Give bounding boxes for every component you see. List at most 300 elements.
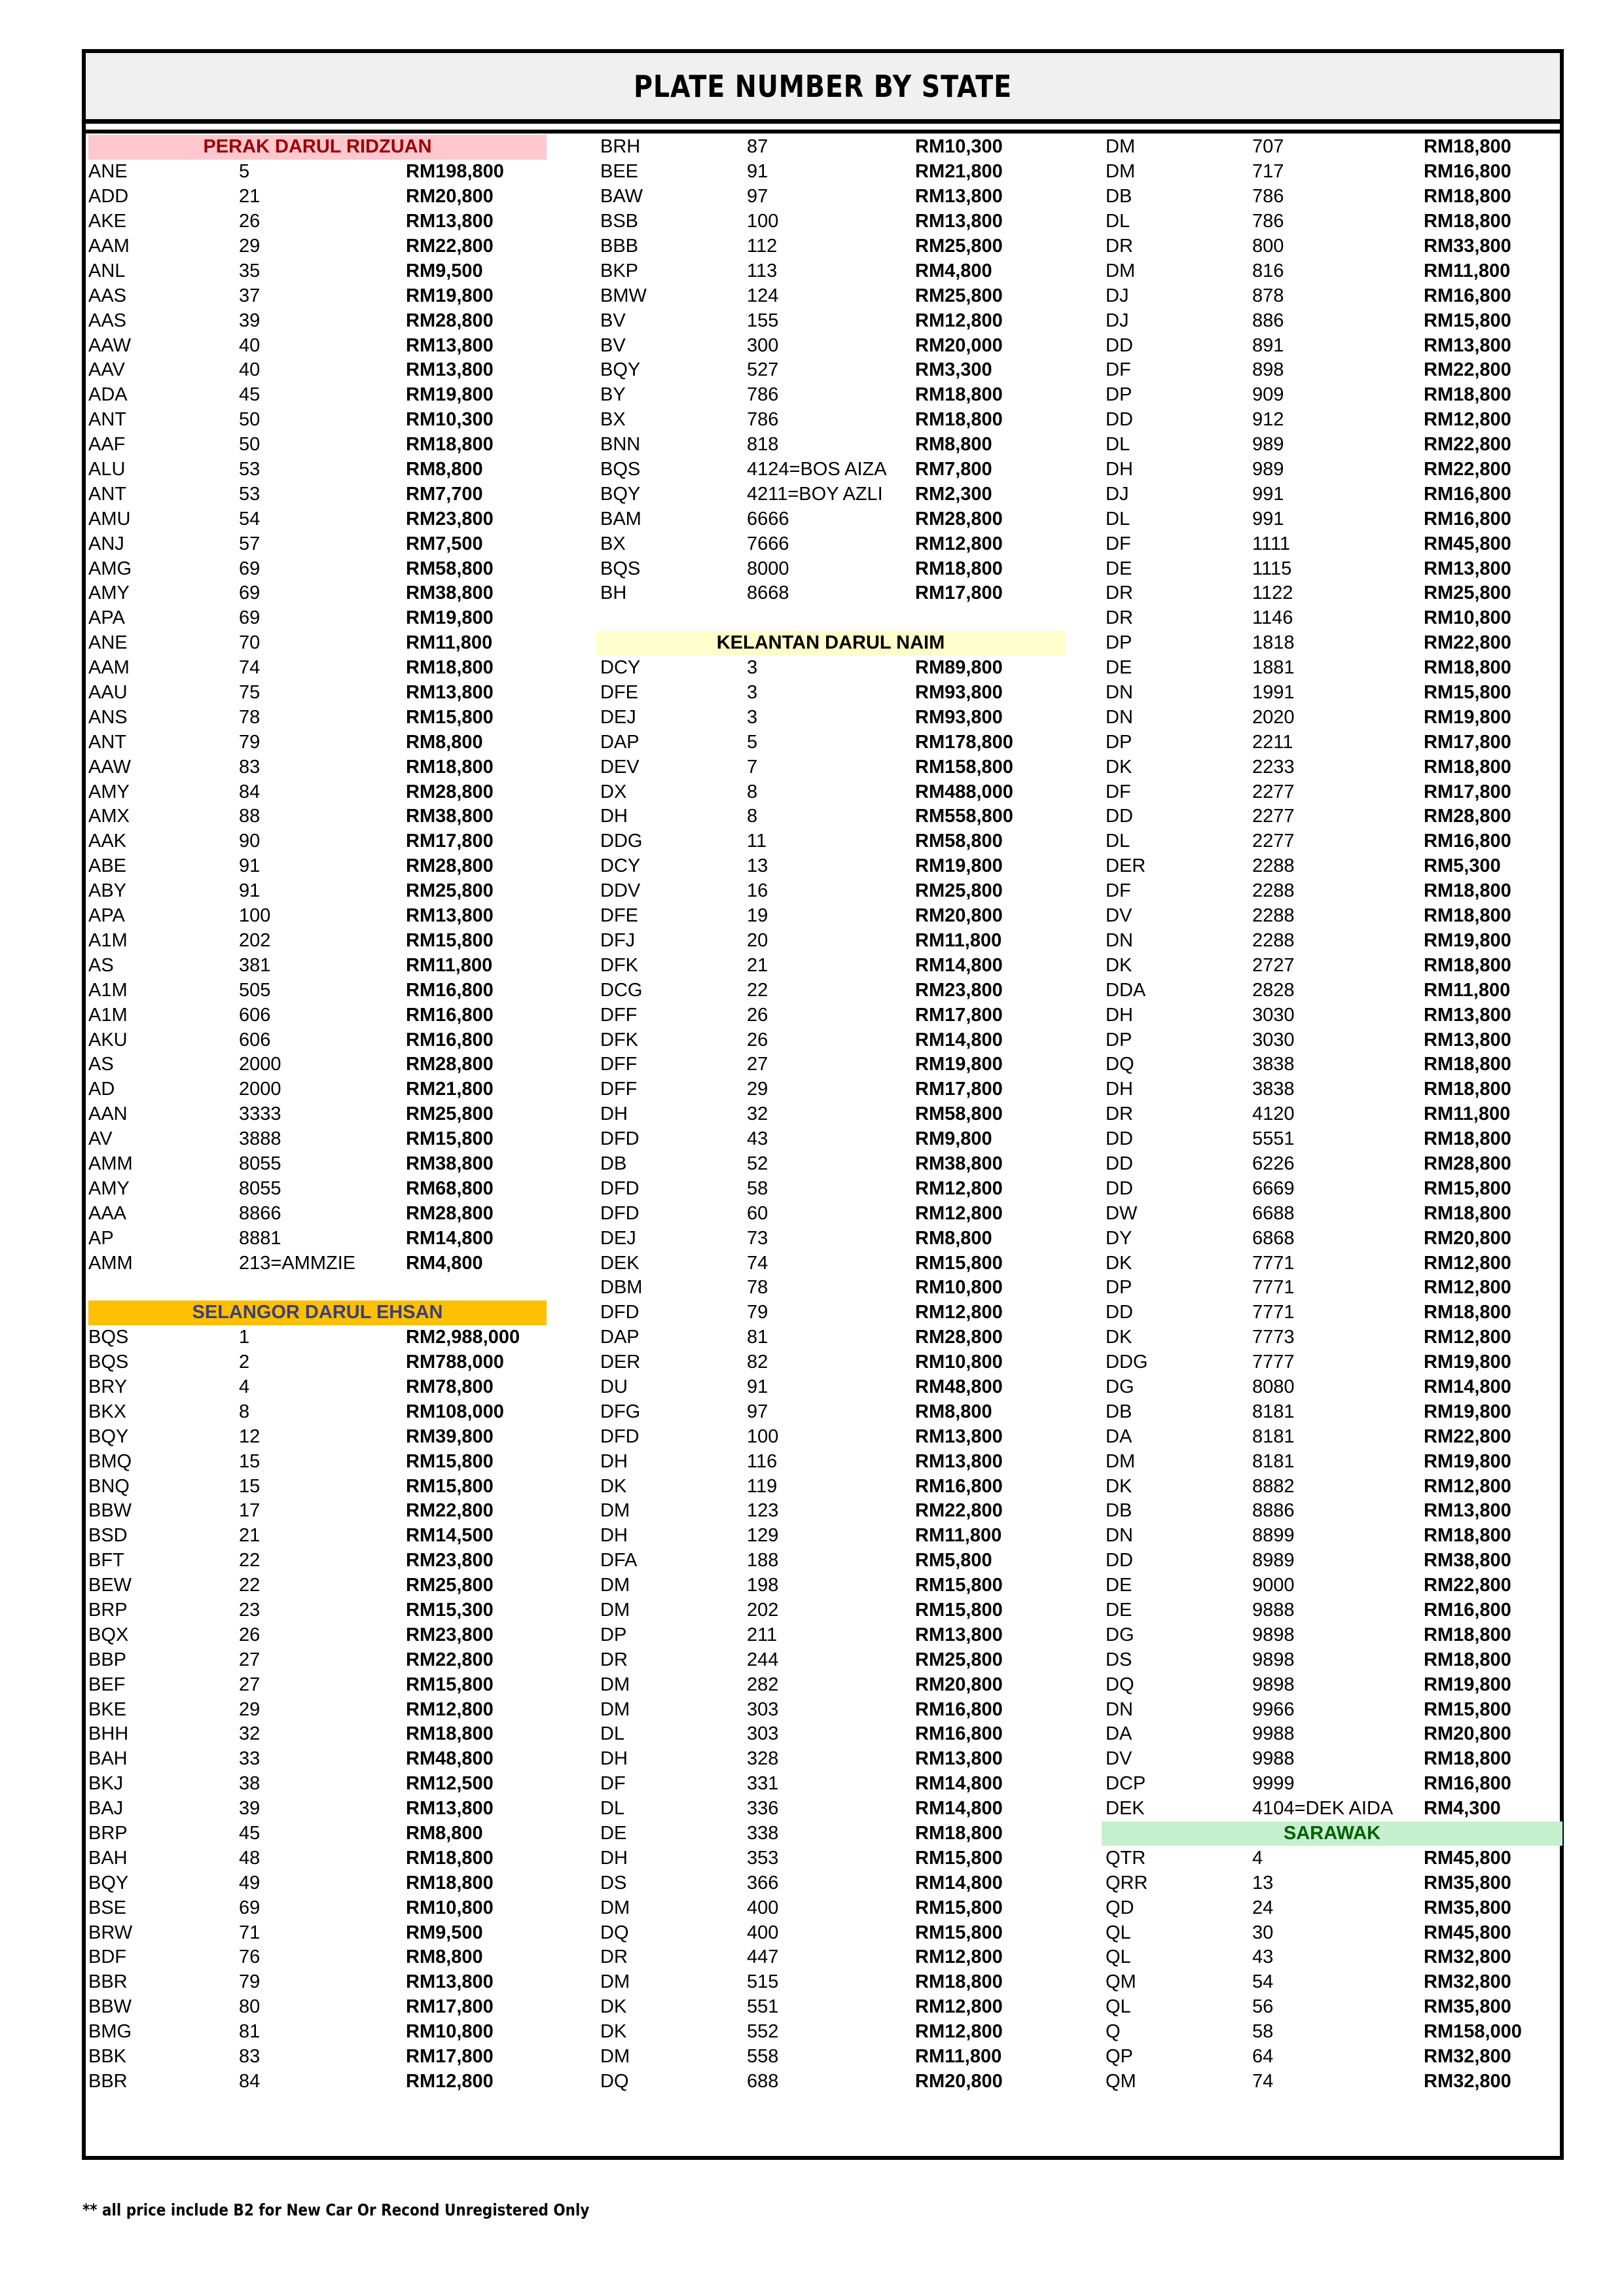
plate-prefix: DN [1106, 1525, 1133, 1547]
plate-number: 32 [239, 1723, 261, 1745]
plate-price: RM158,800 [915, 756, 1013, 778]
plate-row [88, 681, 547, 706]
plate-prefix: BEE [600, 161, 639, 183]
plate-price: RM15,800 [406, 929, 494, 951]
plate-price: RM23,800 [406, 508, 494, 529]
plate-row [1102, 1276, 1562, 1300]
plate-row [1102, 1672, 1562, 1697]
plate-row [1102, 1623, 1562, 1647]
plate-price: RM38,800 [406, 583, 494, 604]
plate-row [1102, 1697, 1562, 1722]
plate-number: 2277 [1252, 831, 1295, 852]
plate-row [596, 1821, 1065, 1846]
plate-prefix: DFD [600, 1177, 640, 1199]
plate-number: 505 [239, 979, 271, 1001]
plate-price: RM23,800 [406, 1550, 494, 1571]
plate-prefix: DL [1106, 508, 1130, 529]
plate-number: 2288 [1252, 855, 1295, 877]
plate-prefix: DAP [600, 731, 640, 753]
plate-price: RM22,800 [915, 1500, 1003, 1522]
plate-prefix: BSE [88, 1897, 127, 1918]
plate-prefix: BBW [88, 1996, 132, 2018]
plate-row [88, 283, 547, 308]
plate-row [1102, 854, 1562, 879]
plate-number: 331 [747, 1773, 779, 1795]
plate-row [1102, 1549, 1562, 1573]
plate-row [596, 1176, 1065, 1201]
plate-price: RM28,800 [406, 1054, 494, 1075]
plate-prefix: ANT [88, 409, 126, 431]
plate-row [1102, 1127, 1562, 1152]
plate-row [596, 1251, 1065, 1276]
plate-row [596, 1003, 1065, 1028]
plate-row [1102, 1995, 1562, 2020]
plate-price: RM16,800 [406, 1004, 494, 1026]
plate-number: 24 [1252, 1897, 1274, 1918]
plate-row [88, 1375, 547, 1400]
plate-row [88, 1499, 547, 1524]
plate-prefix: DM [600, 1897, 630, 1918]
plate-price: RM15,800 [406, 1475, 494, 1497]
plate-price: RM25,800 [406, 880, 494, 902]
plate-row [596, 1152, 1065, 1177]
plate-price: RM19,800 [915, 855, 1003, 877]
plate-number: 381 [239, 954, 271, 976]
plate-row [88, 1623, 547, 1647]
plate-price: RM4,300 [1424, 1798, 1501, 1820]
plate-prefix: DH [600, 1103, 628, 1125]
plate-price: RM15,800 [1424, 682, 1511, 704]
plate-number: 113 [747, 260, 778, 281]
footer-note: ** all price include B2 for New Car Or Recond Unregistered Only [82, 2200, 590, 2219]
plate-number: 52 [747, 1153, 768, 1174]
plate-row [88, 1945, 547, 1970]
plate-price: RM4,800 [406, 1252, 483, 1274]
plate-number: 56 [1252, 1996, 1274, 2018]
plate-price: RM13,800 [915, 1426, 1003, 1447]
plate-price: RM12,800 [406, 2070, 494, 2092]
plate-prefix: Q [1106, 2021, 1121, 2043]
plate-prefix: DR [600, 1946, 628, 1968]
plate-row [1102, 1375, 1562, 1400]
plate-price: RM25,800 [406, 1575, 494, 1596]
plate-prefix: AAW [88, 756, 131, 778]
plate-price: RM13,800 [915, 186, 1003, 207]
plate-price: RM11,800 [1424, 1103, 1511, 1125]
plate-table [86, 135, 1560, 2156]
plate-row [88, 234, 547, 259]
plate-row [88, 1697, 547, 1722]
plate-price: RM13,800 [1424, 1004, 1511, 1026]
plate-price: RM15,800 [1424, 1177, 1511, 1199]
plate-prefix: DP [1106, 1277, 1132, 1299]
plate-row [88, 879, 547, 904]
plate-number: 27 [239, 1674, 261, 1695]
plate-number: 6868 [1252, 1227, 1295, 1249]
plate-prefix: BMW [600, 285, 647, 306]
plate-row [1102, 1399, 1562, 1424]
plate-number: 119 [747, 1475, 778, 1497]
plate-prefix: AMY [88, 781, 130, 802]
plate-number: 79 [747, 1302, 768, 1323]
plate-row [596, 1028, 1065, 1052]
plate-price: RM16,800 [1424, 161, 1511, 183]
plate-prefix: BY [600, 384, 626, 406]
plate-number: 81 [747, 1327, 768, 1348]
plate-number: 91 [747, 1376, 768, 1397]
plate-prefix: DFF [600, 1054, 638, 1075]
plate-number: 7666 [747, 533, 789, 554]
plate-number: 3 [747, 706, 758, 728]
plate-number: 9988 [1252, 1723, 1295, 1745]
plate-price: RM21,800 [406, 1079, 494, 1100]
plate-prefix: DFK [600, 1029, 638, 1050]
plate-number: 29 [747, 1079, 768, 1100]
plate-prefix: ALU [88, 459, 126, 480]
plate-row [1102, 606, 1562, 631]
plate-number: 3 [747, 682, 758, 704]
plate-number: 786 [747, 384, 779, 406]
plate-number: 244 [747, 1649, 779, 1670]
plate-prefix: BRY [88, 1376, 128, 1397]
plate-number: 81 [239, 2021, 261, 2043]
plate-row [1102, 730, 1562, 755]
plate-price: RM8,800 [915, 1401, 992, 1422]
plate-price: RM28,800 [406, 1202, 494, 1224]
state-header-kelantan: KELANTAN DARUL NAIM [596, 631, 1065, 656]
plate-prefix: APA [88, 905, 125, 927]
plate-prefix: DER [600, 1352, 641, 1373]
plate-prefix: DF [1106, 781, 1131, 802]
plate-number: 83 [239, 756, 261, 778]
plate-row [88, 1895, 547, 1920]
plate-number: 90 [239, 831, 261, 852]
plate-prefix: DP [600, 1624, 627, 1645]
plate-row [596, 730, 1065, 755]
plate-price: RM38,800 [406, 806, 494, 827]
plate-number: 39 [239, 1798, 261, 1820]
plate-number: 7771 [1252, 1277, 1295, 1299]
plate-number: 213=AMMZIE [239, 1252, 356, 1274]
plate-number: 9888 [1252, 1599, 1295, 1621]
plate-price: RM45,800 [1424, 1922, 1511, 1943]
plate-row [1102, 383, 1562, 408]
plate-number: 891 [1252, 334, 1284, 356]
plate-price: RM18,800 [406, 657, 494, 679]
plate-price: RM488,000 [915, 781, 1013, 802]
plate-price: RM20,800 [915, 1674, 1003, 1695]
spacer-row [596, 606, 1065, 631]
plate-row [596, 1499, 1065, 1524]
plate-number: 8899 [1252, 1525, 1295, 1547]
plate-prefix: DE [1106, 657, 1132, 679]
plate-number: 300 [747, 334, 779, 356]
plate-price: RM12,800 [915, 1202, 1003, 1224]
plate-number: 26 [747, 1029, 768, 1050]
plate-price: RM15,800 [915, 1575, 1003, 1596]
plate-row [88, 978, 547, 1003]
plate-number: 527 [747, 359, 779, 381]
plate-row [596, 1449, 1065, 1474]
plate-number: 1881 [1252, 657, 1295, 679]
plate-number: 82 [747, 1352, 768, 1373]
plate-number: 4211=BOY AZLI [747, 483, 883, 505]
plate-row [596, 929, 1065, 954]
plate-number: 328 [747, 1748, 779, 1770]
plate-row [88, 433, 547, 457]
plate-price: RM16,800 [915, 1475, 1003, 1497]
plate-price: RM8,800 [406, 1946, 483, 1968]
plate-row [88, 531, 547, 556]
plate-prefix: AAV [88, 359, 125, 381]
plate-prefix: BAM [600, 508, 641, 529]
plate-price: RM38,800 [406, 1153, 494, 1174]
plate-number: 84 [239, 781, 261, 802]
plate-row [88, 631, 547, 656]
plate-row [596, 160, 1065, 185]
plate-number: 8181 [1252, 1426, 1295, 1447]
plate-prefix: DP [1106, 731, 1132, 753]
plate-number: 29 [239, 236, 261, 257]
plate-price: RM18,800 [1424, 1128, 1511, 1150]
plate-prefix: DP [1106, 384, 1132, 406]
plate-row [596, 1201, 1065, 1226]
plate-prefix: AP [88, 1227, 114, 1249]
plate-number: 8080 [1252, 1376, 1295, 1397]
plate-number: 78 [747, 1277, 768, 1299]
plate-number: 5 [239, 161, 250, 183]
plate-row [88, 1201, 547, 1226]
plate-price: RM15,800 [406, 706, 494, 728]
plate-row [596, 705, 1065, 730]
plate-row [1102, 1970, 1562, 1995]
plate-number: 800 [1252, 236, 1284, 257]
plate-number: 15 [239, 1450, 261, 1472]
plate-price: RM23,800 [406, 1624, 494, 1645]
plate-prefix: AMG [88, 558, 132, 579]
plate-prefix: DM [600, 2046, 630, 2068]
plate-row [88, 333, 547, 358]
plate-row [88, 1102, 547, 1127]
plate-row [1102, 1152, 1562, 1177]
plate-price: RM18,800 [1424, 756, 1511, 778]
plate-price: RM48,800 [915, 1376, 1003, 1397]
plate-number: 69 [239, 1897, 261, 1918]
plate-prefix: DFD [600, 1202, 640, 1224]
plate-number: 100 [747, 211, 779, 232]
plate-price: RM18,800 [406, 1723, 494, 1745]
plate-row [596, 358, 1065, 383]
plate-number: 74 [239, 657, 261, 679]
plate-prefix: DH [1106, 1004, 1133, 1026]
plate-prefix: BX [600, 533, 626, 554]
plate-prefix: DK [1106, 1252, 1132, 1274]
plate-prefix: AMU [88, 508, 131, 529]
plate-price: RM25,800 [915, 1649, 1003, 1670]
plate-row [88, 606, 547, 631]
plate-price: RM20,800 [915, 905, 1003, 927]
plate-number: 53 [239, 483, 261, 505]
plate-number: 2211 [1252, 731, 1293, 753]
plate-price: RM13,800 [1424, 1500, 1511, 1522]
plate-number: 123 [747, 1500, 779, 1522]
plate-prefix: BAH [88, 1847, 128, 1869]
plate-prefix: DFD [600, 1426, 640, 1447]
plate-prefix: A1M [88, 979, 128, 1001]
plate-price: RM17,800 [915, 1079, 1003, 1100]
plate-row [596, 1102, 1065, 1127]
plate-price: RM14,800 [915, 1798, 1003, 1820]
plate-prefix: DF [1106, 880, 1131, 902]
plate-row [88, 308, 547, 333]
plate-prefix: DH [1106, 1079, 1133, 1100]
plate-row [1102, 507, 1562, 531]
plate-number: 129 [747, 1525, 779, 1547]
plate-price: RM16,800 [915, 1698, 1003, 1720]
plate-prefix: ADA [88, 384, 128, 406]
plate-number: 717 [1252, 161, 1284, 183]
plate-price: RM788,000 [406, 1352, 504, 1373]
plate-number: 13 [1252, 1872, 1274, 1893]
plate-number: 8886 [1252, 1500, 1295, 1522]
plate-prefix: DK [1106, 1327, 1132, 1348]
plate-prefix: BQY [600, 359, 641, 381]
plate-prefix: DDG [1106, 1352, 1148, 1373]
plate-price: RM11,800 [915, 1525, 1002, 1547]
plate-number: 43 [747, 1128, 768, 1150]
plate-number: 40 [239, 334, 261, 356]
plate-price: RM18,800 [1424, 1054, 1511, 1075]
plate-prefix: BKE [88, 1698, 127, 1720]
plate-price: RM15,800 [915, 1922, 1003, 1943]
plate-prefix: DQ [1106, 1674, 1134, 1695]
plate-prefix: DD [1106, 1177, 1133, 1199]
plate-number: 8882 [1252, 1475, 1295, 1497]
plate-row [596, 507, 1065, 531]
plate-row [1102, 1797, 1562, 1821]
plate-row [596, 1226, 1065, 1251]
plate-price: RM18,800 [1424, 136, 1511, 158]
plate-number: 816 [1252, 260, 1284, 281]
plate-number: 83 [239, 2046, 261, 2068]
plate-price: RM9,800 [915, 1128, 992, 1150]
plate-number: 73 [747, 1227, 768, 1249]
plate-price: RM8,800 [406, 1823, 483, 1844]
plate-price: RM22,800 [1424, 359, 1511, 381]
plate-number: 9988 [1252, 1748, 1295, 1770]
plate-prefix: DQ [1106, 1054, 1134, 1075]
plate-number: 15 [239, 1475, 261, 1497]
plate-number: 53 [239, 459, 261, 480]
plate-number: 991 [1252, 483, 1284, 505]
plate-row [596, 1325, 1065, 1350]
plate-number: 2288 [1252, 880, 1295, 902]
plate-number: 79 [239, 731, 261, 753]
plate-number: 336 [747, 1798, 779, 1820]
plate-prefix: BKX [88, 1401, 127, 1422]
plate-price: RM28,800 [915, 508, 1003, 529]
plate-number: 338 [747, 1823, 779, 1844]
plate-number: 87 [747, 136, 768, 158]
plate-prefix: DD [1106, 1550, 1133, 1571]
plate-price: RM558,800 [915, 806, 1013, 827]
plate-price: RM89,800 [915, 657, 1003, 679]
plate-row [88, 209, 547, 234]
plate-row [1102, 1424, 1562, 1449]
plate-number: 912 [1252, 409, 1284, 431]
plate-price: RM15,800 [406, 1450, 494, 1472]
plate-row [596, 259, 1065, 283]
plate-price: RM16,800 [1424, 285, 1511, 306]
plate-row [1102, 1524, 1562, 1549]
plate-prefix: ANT [88, 483, 126, 505]
plate-price: RM4,800 [915, 260, 992, 281]
plate-row [88, 1152, 547, 1177]
plate-prefix: BRW [88, 1922, 133, 1943]
plate-row [1102, 1300, 1562, 1325]
plate-price: RM13,800 [406, 334, 494, 356]
plate-number: 6669 [1252, 1177, 1295, 1199]
plate-number: 2233 [1252, 756, 1295, 778]
plate-prefix: QD [1106, 1897, 1134, 1918]
plate-row [1102, 1722, 1562, 1747]
plate-number: 400 [747, 1922, 779, 1943]
plate-prefix: BSD [88, 1525, 128, 1547]
plate-prefix: ANS [88, 706, 128, 728]
plate-price: RM13,800 [406, 211, 494, 232]
plate-row [596, 1772, 1065, 1797]
plate-price: RM12,800 [1424, 1252, 1511, 1274]
plate-prefix: DFG [600, 1401, 641, 1422]
plate-prefix: DB [1106, 1401, 1132, 1422]
plate-prefix: BMQ [88, 1450, 132, 1472]
plate-prefix: BKP [600, 260, 639, 281]
plate-number: 45 [239, 384, 261, 406]
plate-prefix: DB [1106, 186, 1132, 207]
plate-price: RM18,800 [1424, 186, 1511, 207]
plate-price: RM11,800 [1424, 260, 1511, 281]
plate-price: RM18,800 [1424, 657, 1511, 679]
plate-row [88, 1251, 547, 1276]
plate-prefix: DR [1106, 607, 1133, 629]
plate-price: RM11,800 [915, 2046, 1002, 2068]
plate-number: 707 [1252, 136, 1284, 158]
plate-number: 37 [239, 285, 261, 306]
plate-number: 8055 [239, 1153, 281, 1174]
plate-prefix: DH [600, 806, 628, 827]
plate-row [596, 1647, 1065, 1672]
plate-row [596, 1573, 1065, 1598]
plate-prefix: DDV [600, 880, 641, 902]
plate-price: RM7,700 [406, 483, 483, 505]
plate-row [88, 1003, 547, 1028]
plate-price: RM7,800 [915, 459, 992, 480]
plate-price: RM12,800 [1424, 1475, 1511, 1497]
plate-price: RM16,800 [1424, 508, 1511, 529]
plate-prefix: DB [1106, 1500, 1132, 1522]
plate-number: 8866 [239, 1202, 281, 1224]
plate-row [1102, 1846, 1562, 1871]
plate-prefix: AD [88, 1079, 115, 1100]
plate-prefix: AAN [88, 1103, 128, 1125]
plate-price: RM18,800 [1424, 905, 1511, 927]
plate-number: 8881 [239, 1227, 281, 1249]
plate-price: RM20,800 [1424, 1723, 1511, 1745]
plate-prefix: DK [1106, 756, 1132, 778]
plate-prefix: DG [1106, 1376, 1134, 1397]
plate-number: 1122 [1252, 583, 1293, 604]
plate-row [88, 1226, 547, 1251]
